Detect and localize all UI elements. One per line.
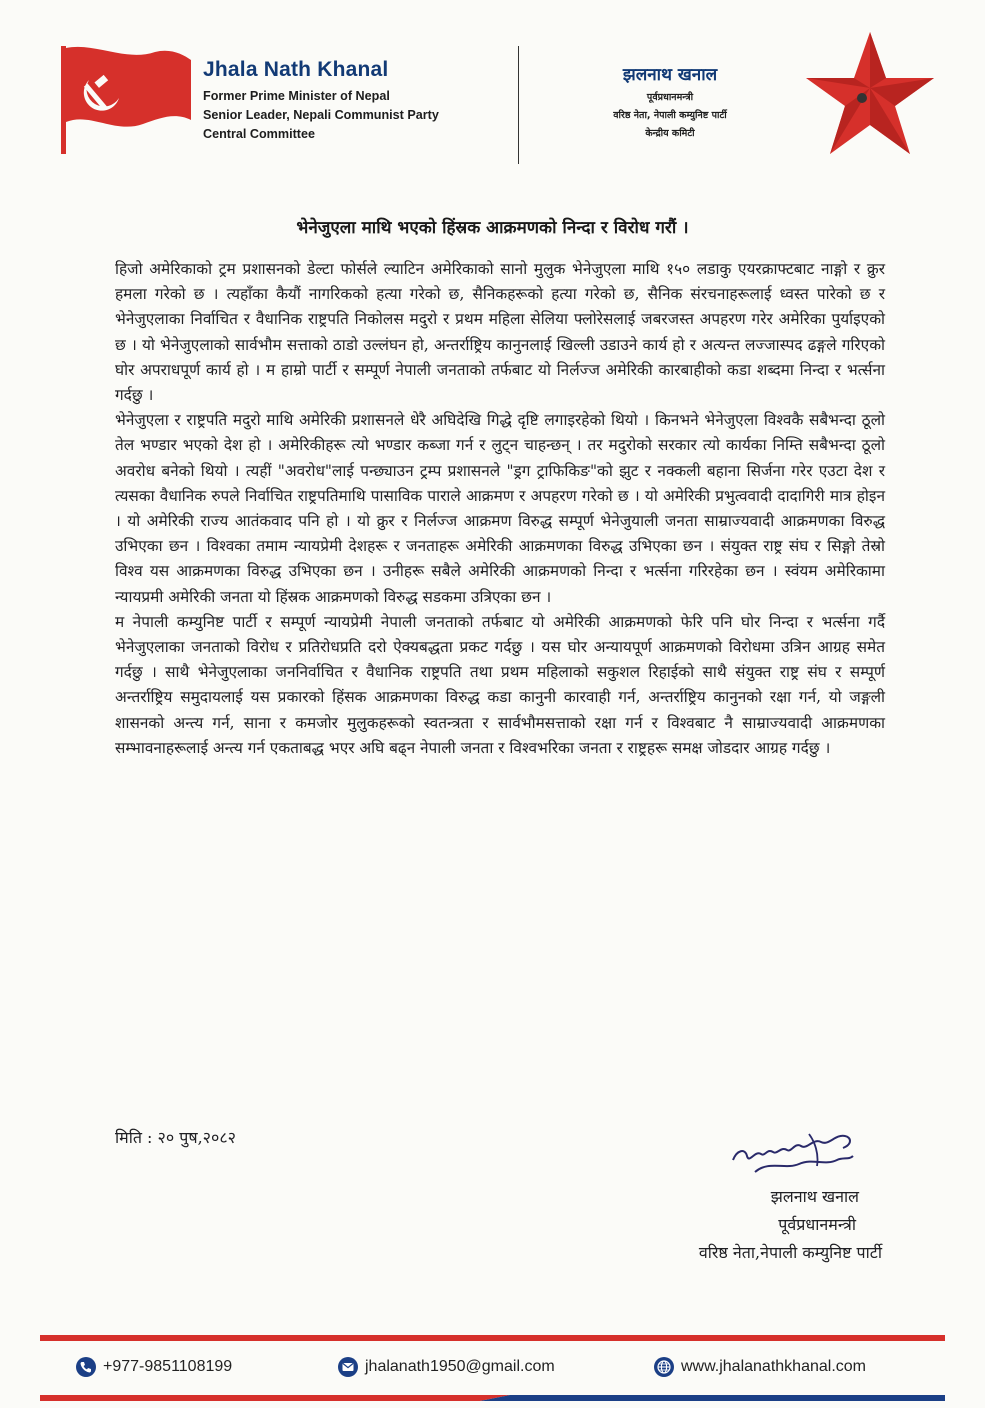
- signature-block: [590, 1183, 882, 1267]
- header-divider: [518, 46, 519, 164]
- nepali-letterhead: [560, 62, 780, 139]
- document-date: मिति : २० पुष,२०८२: [115, 1128, 236, 1147]
- paragraph-3: म नेपाली कम्युनिष्ट पार्टी र सम्पूर्ण न्यायप्रेमी नेपाली जनताको तर्फबाट यो अमेरिकी आक्रमणको फेरि पनि घोर निन्दा र भर्त्सना गर्दै भेनेजुएलाका जनताको विरोध र प्रतिरोधप्रति दरो ऐक्यबद्धता प्रकट गर्दछु । यस घोर अन्यायपूर्ण आक्रमणको विरोधमा उत्रिन आग्रह समेत गर्दछु । साथै भेनेजुएलाका जननिर्वाचित र वैधानिक राष्ट्रपति तथा प्रथम महिलाको सकुशल रिहाईको साथै संयुक्त राष्ट्र संघ र सम्पूर्ण अन्तर्राष्ट्रिय समुदायलाई यस प्रकारको हिंसक आक्रमणका विरुद्ध कडा कानुनी कारवाही गर्न, अन्तर्राष्ट्रिय कानुनको रक्षा गर्न, यो जङ्गली शासनको अन्त्य गर्न, साना र कमजोर मुलुकहरूको स्वतन्त्रता र सार्वभौमसत्ताको रक्षा गर्न र विश्वबाट नै साम्राज्यवादी आक्रमणका सम्भावनाहरूलाई अन्त्य गर्न एकताबद्ध भएर अघि बढ्न नेपाली जनता र विश्वभरिका जनता र राष्ट्रहरू समक्ष जोडदार आग्रह गर्दछु ।: [115, 612, 885, 757]
- signatory-title: पूर्वप्रधानमन्त्री: [778, 1215, 856, 1234]
- globe-icon: [653, 1356, 675, 1378]
- party-flag-logo: [55, 40, 195, 158]
- red-star-icon: [800, 28, 940, 168]
- english-designation-3: Central Committee: [203, 127, 315, 141]
- letterhead: [0, 0, 985, 190]
- paragraph-1: हिजो अमेरिकाको ट्रम प्रशासनको डेल्टा फोर्सले ल्याटिन अमेरिकाको सानो मुलुक भेनेजुएला माथि १५० लडाकु एयरक्राफ्टबाट नाङ्गो र क्रुर हमला गरेको छ । त्यहाँका कैयौं नागरिकको हत्या गरेको छ, सैनिकहरूको हत्या गरेको छ, सैनिक संरचनाहरूलाई ध्वस्त पारेको छ र भेनेजुएलाका निर्वाचित र वैधानिक राष्ट्रपति निकोलस मदुरो र प्रथम महिला सेलिया फ्लोरेसलाई जबरजस्त अपहरण गरेर अमेरिका पुर्याइएको छ । यो भेनेजुएलाको सार्वभौम सत्ताको ठाडो उल्लंघन हो, अन्तर्राष्ट्रिय कानुनलाई खिल्ली उडाउने कार्य हो र अत्यन्त लज्जास्पद ढङ्गले गरिएको घोर अपराधपूर्ण कार्य हो । म हाम्रो पार्टी र सम्पूर्ण नेपाली जनताको तर्फबाट यो निर्लज्ज अमेरिकी कारबाहीको कडा शब्दमा निन्दा र भर्त्सना गर्दछु ।: [115, 260, 885, 405]
- phone-number: +977-9851108199: [103, 1358, 233, 1375]
- nepali-designation-1: पूर्वप्रधानमन्त्री: [646, 92, 694, 103]
- website-url: www.jhalanathkhanal.com: [681, 1358, 866, 1375]
- english-letterhead: [203, 58, 503, 143]
- english-designation-1: Former Prime Minister of Nepal: [203, 89, 390, 103]
- footer-bottom-band: [40, 1395, 945, 1401]
- signatory-affiliation: वरिष्ठ नेता,नेपाली कम्युनिष्ट पार्टी: [698, 1243, 882, 1262]
- paragraph-2: भेनेजुएला र राष्ट्रपति मदुरो माथि अमेरिकी प्रशासनले धेरै अघिदेखि गिद्धे दृष्टि लगाइरहेको थियो । किनभने भेनेजुएला विश्वकै सबैभन्दा ठूलो तेल भण्डार भएको देश हो । अमेरिकीहरू त्यो भण्डार कब्जा गर्न र लुट्न चाहन्छन् । तर मदुरोको सरकार त्यो कार्यका निम्ति सबैभन्दा ठूलो अवरोध बनेको थियो । त्यहीं "अवरोध"लाई पन्छ्याउन ट्रम्प प्रशासनले "ड्रग ट्राफिकिङ"को झुट र नक्कली बहाना सिर्जना गरेर एउटा देश र त्यसका वैधानिक रुपले निर्वाचित राष्ट्रपतिमाथि पासाविक पाराले आक्रमण र अपहरण गरेको छ । यो अमेरिकी प्रभुत्ववादी दादागिरी मात्र होइन । यो अमेरिकी राज्य आतंकवाद पनि हो । यो क्रुर र निर्लज्ज आक्रमण विरुद्ध सम्पूर्ण भेनेजुयाली जनता साम्राज्यवादी आक्रमणका विरुद्ध उभिएका छन । विश्वका तमाम न्यायप्रेमी देशहरू र जनताहरू अमेरिकी आक्रमणका विरुद्ध उभिएका छन । संयुक्त राष्ट्र संघ र सिङ्गो तेस्रो विश्व यस आक्रमणका विरुद्ध उभिएका छन । उनीहरू सबैले अमेरिकी आक्रमणको निन्दा र भर्त्सना गरिरहेका छन । स्वंयम अमेरिकामा न्यायप्रमी अमेरिकी जनता यो हिंस्रक आक्रमणको विरुद्ध सडकमा उत्रिएका छन ।: [115, 411, 885, 606]
- email-icon: [337, 1356, 359, 1378]
- email-address: jhalanath1950@gmail.com: [365, 1358, 555, 1375]
- footer-top-band: [40, 1335, 945, 1341]
- footer-phone[interactable]: [75, 1352, 232, 1382]
- nepali-name: झलनाथ खनाल: [622, 65, 718, 85]
- english-name: Jhala Nath Khanal: [203, 58, 389, 81]
- nepali-designation-3: केन्द्रीय कमिटी: [645, 128, 695, 139]
- nepali-designation-2: वरिष्ठ नेता, नेपाली कम्युनिष्ट पार्टी: [613, 110, 727, 121]
- english-designation-2: Senior Leader, Nepali Communist Party: [203, 108, 439, 122]
- document-body: [115, 257, 885, 761]
- footer-email[interactable]: [337, 1352, 555, 1382]
- phone-icon: [75, 1356, 97, 1378]
- handwritten-signature: [725, 1120, 865, 1190]
- document-title: भेनेजुएला माथि भएको हिंस्रक आक्रमणको निन्दा र विरोध गरौं ।: [296, 218, 689, 238]
- signatory-name: झलनाथ खनाल: [770, 1187, 859, 1206]
- footer-website[interactable]: [653, 1352, 866, 1382]
- contact-footer: [75, 1352, 925, 1382]
